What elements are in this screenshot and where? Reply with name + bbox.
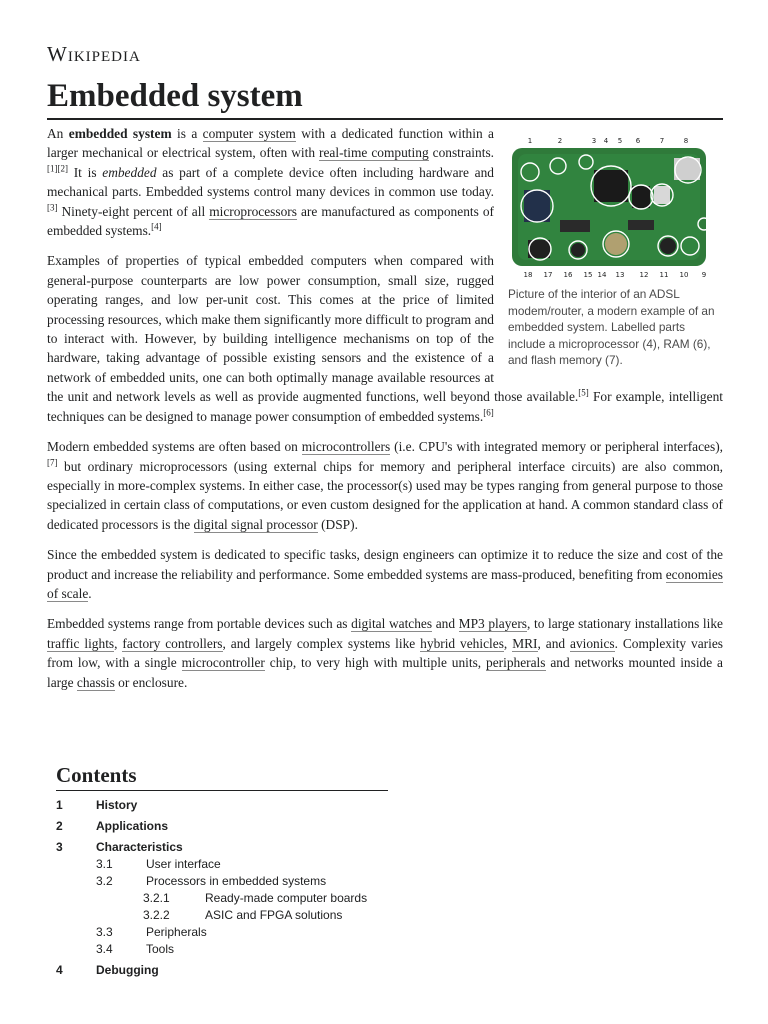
wiki-link[interactable]: microcontrollers: [301, 439, 391, 455]
wiki-link[interactable]: real-time computing: [319, 145, 429, 161]
part-label: 16: [563, 271, 573, 279]
text-run: Ninety-eight percent of all: [57, 203, 210, 219]
toc-item[interactable]: [56, 818, 388, 835]
text-run: .: [88, 585, 92, 601]
wiki-link[interactable]: microprocessors: [209, 203, 297, 219]
citation-ref[interactable]: [3]: [47, 202, 58, 213]
wiki-link[interactable]: factory controllers: [122, 635, 223, 651]
table-of-contents: [56, 762, 388, 979]
part-label: 17: [543, 271, 553, 279]
text-run: , and: [537, 635, 570, 651]
bold-term: embedded system: [68, 126, 172, 141]
toc-number: 2: [56, 819, 63, 833]
citation-ref[interactable]: [6]: [483, 407, 494, 418]
part-label: 8: [683, 137, 689, 145]
part-label: 14: [597, 271, 607, 279]
part-label: 4: [603, 137, 609, 145]
toc-number: 3.2.1: [143, 891, 170, 905]
part-label: 18: [523, 271, 533, 279]
wikipedia-wordmark[interactable]: Wikipedia: [47, 42, 141, 66]
text-run: Examples of properties of typical embedded computers when compared with general-purpose counterparts are low power consumption, small size, rugged operating ranges, and low per-unit cost. This comes at the price of limited processing resources, which make them significantly more difficult to program and to interact with. However, by building intelligence mechanisms on top of the hardware, taking advantage of possible existing sensors and the existence of a network of embedded units, one can both optimally manage available resources at the unit and network levels as well as provide augmented functions, well beyond those available.: [47, 253, 579, 405]
text-run: and: [432, 616, 459, 632]
part-label: 15: [583, 271, 593, 279]
toc-label: Debugging: [96, 963, 159, 977]
toc-number: 4: [56, 963, 63, 977]
part-label: 11: [659, 271, 669, 279]
text-run: ,: [114, 635, 123, 651]
toc-label: Processors in embedded systems: [146, 874, 327, 888]
text-run: chip, to very high with multiple units,: [264, 655, 486, 671]
toc-item[interactable]: [56, 873, 388, 890]
wiki-link[interactable]: peripherals: [486, 655, 546, 671]
paragraph: [47, 545, 723, 603]
toc-label: User interface: [146, 857, 221, 871]
text-run: An: [47, 126, 69, 141]
toc-label: ASIC and FPGA solutions: [205, 908, 343, 922]
toc-number: 3.4: [96, 942, 113, 956]
toc-label: Tools: [146, 942, 175, 956]
citation-ref[interactable]: [7]: [47, 457, 58, 468]
ram-chip: [632, 186, 650, 208]
toc-number: 3.2.2: [143, 908, 170, 922]
toc-item[interactable]: [56, 890, 388, 907]
toc-list: [56, 797, 388, 979]
text-run: ,: [503, 635, 513, 651]
text-run: , and largely complex systems like: [222, 635, 421, 651]
wiki-link[interactable]: microcontroller: [181, 655, 265, 671]
part-label: 2: [557, 137, 563, 145]
part-label: 13: [615, 271, 625, 279]
wiki-link[interactable]: MP3 players: [458, 616, 528, 632]
figure-caption: Picture of the interior of an ADSL modem/router, a modern example of an embedded system. Labelled parts include a microprocessor (4), RAM (6), and flash memory (7).: [508, 287, 715, 367]
toc-item[interactable]: [56, 924, 388, 941]
toc-label: Peripherals: [146, 925, 207, 939]
part-label: 10: [679, 271, 689, 279]
wiki-link[interactable]: traffic lights: [47, 635, 115, 651]
capacitor: [605, 233, 627, 255]
toc-number: 3.1: [96, 857, 113, 871]
citation-ref[interactable]: [1][2]: [47, 163, 68, 174]
toc-item[interactable]: [56, 839, 388, 856]
part-label: 12: [639, 271, 649, 279]
wiki-link[interactable]: economies of scale: [47, 566, 723, 601]
wiki-link[interactable]: hybrid vehicles: [420, 635, 504, 651]
citation-ref[interactable]: [4]: [151, 221, 162, 232]
text-run: . Complexity varies from low, with a single: [47, 635, 723, 671]
toc-label: Characteristics: [96, 840, 183, 854]
toc-item[interactable]: [56, 941, 388, 958]
toc-number: 3: [56, 840, 63, 854]
wiki-link[interactable]: digital signal processor: [193, 516, 318, 532]
text-run: (DSP).: [317, 516, 358, 532]
text-run: but ordinary microprocessors (using external chips for memory and peripheral interface circuits) are also common, especially in more-complex systems. In either case, the processor(s) used may be types ranging from general purpose to those specialized in certain class of computations, or even custom designed for the application at hand. A common standard class of dedicated processors is the: [47, 458, 723, 532]
text-run: are manufactured as components of embedded systems.: [47, 203, 494, 239]
toc-number: 1: [56, 798, 63, 812]
text-run: Modern embedded systems are often based on: [47, 439, 302, 455]
toc-number: 3.2: [96, 874, 113, 888]
part-label: 7: [659, 137, 665, 145]
toc-item[interactable]: [56, 856, 388, 873]
paragraph: [47, 614, 723, 692]
text-run: For example, intelligent techniques can be designed to manage power consumption of embedded systems.: [47, 389, 723, 424]
text-run: Embedded systems range from portable devices such as: [47, 616, 352, 632]
citation-ref[interactable]: [5]: [578, 387, 589, 398]
wiki-link[interactable]: computer system: [202, 126, 296, 141]
connector-block: [524, 190, 550, 222]
toc-number: 3.3: [96, 925, 113, 939]
circuit-board-image: [508, 134, 720, 282]
text-run: Since the embedded system is dedicated to specific tasks, design engineers can optimize it to reduce the size and cost of the product and increase the reliability and performance. Some embedded systems are mass-produced, benefiting from: [47, 547, 723, 582]
toc-item[interactable]: [56, 797, 388, 814]
wiki-link[interactable]: avionics: [570, 635, 615, 651]
modem-board-photo[interactable]: [508, 134, 720, 282]
flash-chip: [654, 186, 670, 204]
part-label: 5: [617, 137, 623, 145]
part-label: 3: [591, 137, 597, 145]
wiki-link[interactable]: digital watches: [351, 616, 433, 632]
article-body: [47, 124, 723, 703]
text-run: (i.e. CPU's with integrated memory or peripheral interfaces),: [390, 439, 723, 455]
wiki-link[interactable]: chassis: [76, 674, 115, 690]
text-run: as part of a complete device often including hardware and mechanical parts. Embedded systems control many devices in common use today.: [47, 164, 494, 200]
text-run: constraints.: [428, 145, 495, 161]
page-title: Embedded system: [47, 76, 723, 120]
italic-term: embedded: [102, 164, 157, 180]
toc-label: Ready-made computer boards: [205, 891, 368, 905]
wiki-link[interactable]: MRI: [512, 635, 538, 651]
toc-title: Contents: [56, 762, 388, 791]
toc-label: History: [96, 798, 138, 812]
toc-label: Applications: [96, 819, 169, 833]
text-run: and networks mounted inside a large: [47, 655, 723, 690]
part-label: 9: [701, 271, 707, 279]
infobox-figure: [508, 134, 723, 369]
toc-item[interactable]: [56, 907, 388, 924]
part-label: 6: [635, 137, 641, 145]
text-run: is a: [171, 126, 203, 141]
text-run: It is: [68, 164, 103, 180]
toc-item[interactable]: [56, 962, 388, 979]
microprocessor-chip: [594, 170, 628, 202]
text-run: or enclosure.: [114, 674, 188, 690]
text-run: with a dedicated function within a larger mechanical or electrical system, often with: [47, 126, 494, 161]
text-run: , to large stationary installations like: [527, 616, 723, 632]
paragraph: [47, 437, 723, 534]
part-label: 1: [527, 137, 533, 145]
